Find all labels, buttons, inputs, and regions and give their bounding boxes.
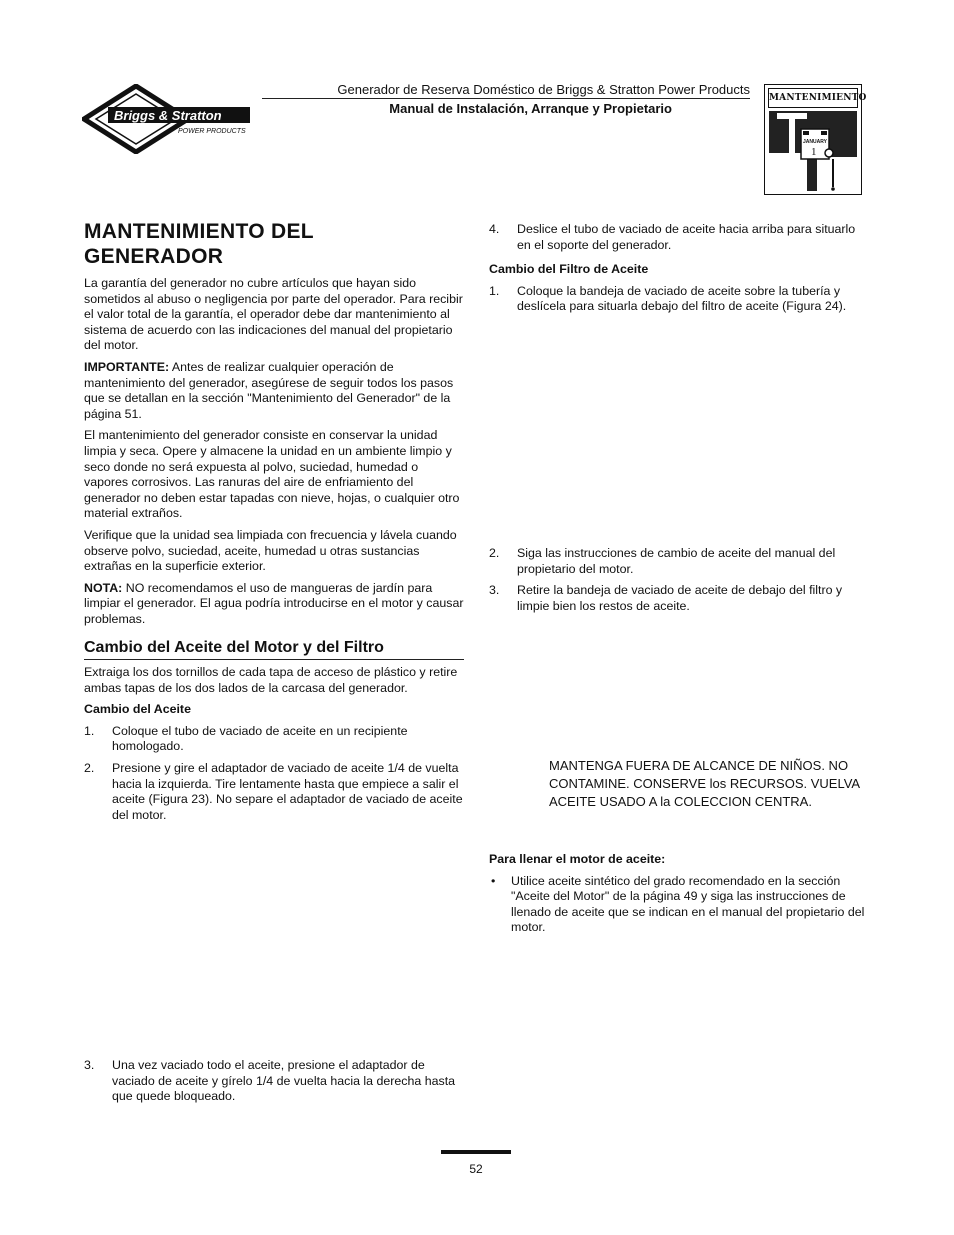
section-heading-oil bbox=[84, 640, 464, 660]
page-title-text: MANTENIMIENTO DEL GENERADOR bbox=[84, 220, 314, 268]
list-item bbox=[489, 546, 870, 577]
list-number: 3. bbox=[84, 1058, 95, 1072]
list-text: Coloque el tubo de vaciado de aceite en un recipiente homologado. bbox=[112, 723, 408, 754]
list-text: Presione y gire el adaptador de vaciado de aceite 1/4 de vuelta hacia la izquierda. Tire lentamente hasta que empiece a salir el aceite (Figura 23). No separe el adaptador de vaciado de aceite del motor. bbox=[112, 761, 463, 822]
warranty-paragraph: La garantía del generador no cubre artículos que hayan sido sometidos al abuso o negligencia por parte del operador. Para recibir el valor total de la garantía, el operador debe dar mantenimiento al sistema de acuerdo con las indicaciones del manual del propietario del motor. bbox=[84, 276, 463, 353]
nota-text: NO recomendamos el uso de mangueras de jardín para limpiar el generador. El agua podría introducirse en el motor y causar problemas. bbox=[84, 580, 464, 626]
importante-text: Antes de realizar cualquier operación de mantenimiento del generador, asegúrese de seguir todos los pasos que se detallan en la sección "Mantenimiento del Generador" de la página 51. bbox=[84, 359, 454, 421]
page-number: 52 bbox=[469, 1162, 483, 1176]
brand-subtext: POWER PRODUCTS bbox=[178, 128, 246, 135]
left-column bbox=[84, 219, 464, 829]
recycling-warning: MANTENGA FUERA DE ALCANCE DE NIÑOS. NO CONTAMINE. CONSERVE los RECURSOS. VUELVA ACEITE USADO A la COLECCION CENTRA. bbox=[549, 758, 860, 809]
list-text: Deslice el tubo de vaciado de aceite hacia arriba para situarlo en el soporte del generador. bbox=[517, 222, 856, 252]
list-item bbox=[84, 1058, 464, 1105]
list-number: 1. bbox=[84, 723, 95, 738]
maintenance-paragraph: El mantenimiento del generador consiste en conservar la unidad limpia y seca. Opere y almacene la unidad en un ambiente limpio y seco donde no será expuesta al polvo, suciedad, humedad o vapores corrosivos. Las ranuras del aire de enfriamiento del generador no deben estar tapadas con nieve, hojas, o cualquier otro material extraños. bbox=[84, 428, 460, 521]
bullet-icon: • bbox=[491, 873, 496, 888]
left-column-step3 bbox=[84, 1058, 464, 1111]
nota-paragraph bbox=[84, 581, 464, 628]
page-title bbox=[84, 219, 464, 269]
filter-change-subheading: Cambio del Filtro de Aceite bbox=[489, 262, 649, 277]
list-text: Siga las instrucciones de cambio de aceite del manual del propietario del motor. bbox=[517, 546, 836, 576]
importante-label: IMPORTANTE: bbox=[84, 359, 170, 374]
section-heading-oil-text: Cambio del Aceite del Motor y del Filtro bbox=[84, 639, 384, 657]
list-number: 4. bbox=[489, 222, 500, 236]
list-item bbox=[84, 761, 464, 823]
list-number: 2. bbox=[84, 761, 95, 776]
fill-oil-subheading: Para llenar el motor de aceite: bbox=[489, 852, 666, 866]
list-item bbox=[489, 222, 870, 253]
list-text: Retire la bandeja de vaciado de aceite de debajo del filtro y limpie bien los restos de aceite. bbox=[517, 583, 843, 613]
right-column-top bbox=[489, 222, 870, 321]
list-number: 2. bbox=[489, 546, 500, 560]
list-number: 3. bbox=[489, 583, 500, 598]
wrench-calendar-icon bbox=[767, 109, 859, 193]
list-text: Utilice aceite sintético del grado recomendado en la sección "Aceite del Motor" de la página 49 y siga las instrucciones de llenado de aceite que se indican en el manual del propietario del motor. bbox=[511, 873, 865, 935]
nota-label: NOTA: bbox=[84, 580, 123, 595]
access-covers-paragraph: Extraiga los dos tornillos de cada tapa de acceso de plástico y retire ambas tapas de los dos lados de la carcasa del generador. bbox=[84, 665, 458, 695]
briggs-stratton-logo bbox=[82, 84, 258, 154]
page-number-bar bbox=[441, 1150, 511, 1154]
list-item bbox=[84, 724, 464, 755]
importante-paragraph bbox=[84, 360, 464, 422]
maintenance-badge bbox=[764, 84, 867, 195]
header-subtitle: Manual de Instalación, Arranque y Propietario bbox=[389, 101, 672, 116]
brand-text: Briggs & Stratton bbox=[114, 108, 222, 123]
right-column-mid bbox=[489, 546, 870, 620]
svg-text:1: 1 bbox=[811, 146, 817, 158]
header-title: Generador de Reserva Doméstico de Briggs & Stratton Power Products bbox=[337, 82, 750, 97]
list-item bbox=[489, 583, 870, 614]
right-column-bottom bbox=[489, 852, 870, 942]
list-text: Coloque la bandeja de vaciado de aceite sobre la tubería y deslícela para situarla debajo del filtro de aceite (Figura 24). bbox=[517, 283, 847, 314]
oil-change-subheading: Cambio del Aceite bbox=[84, 702, 191, 717]
badge-title: MANTENIMIENTO bbox=[768, 88, 858, 108]
list-item bbox=[489, 284, 870, 315]
calendar-text: JANUARY bbox=[803, 139, 827, 145]
list-number: 1. bbox=[489, 283, 500, 298]
header-rule bbox=[262, 98, 750, 99]
list-text: Una vez vaciado todo el aceite, presione el adaptador de vaciado de aceite y gírelo 1/4 de vuelta hacia la derecha hasta que quede bloqueado. bbox=[112, 1058, 456, 1104]
cleaning-paragraph: Verifique que la unidad sea limpiada con frecuencia y lávela cuando observe polvo, suciedad, aceite, humedad u otras sustancias extrañas en la superficie exterior. bbox=[84, 527, 457, 574]
list-item bbox=[489, 874, 870, 936]
